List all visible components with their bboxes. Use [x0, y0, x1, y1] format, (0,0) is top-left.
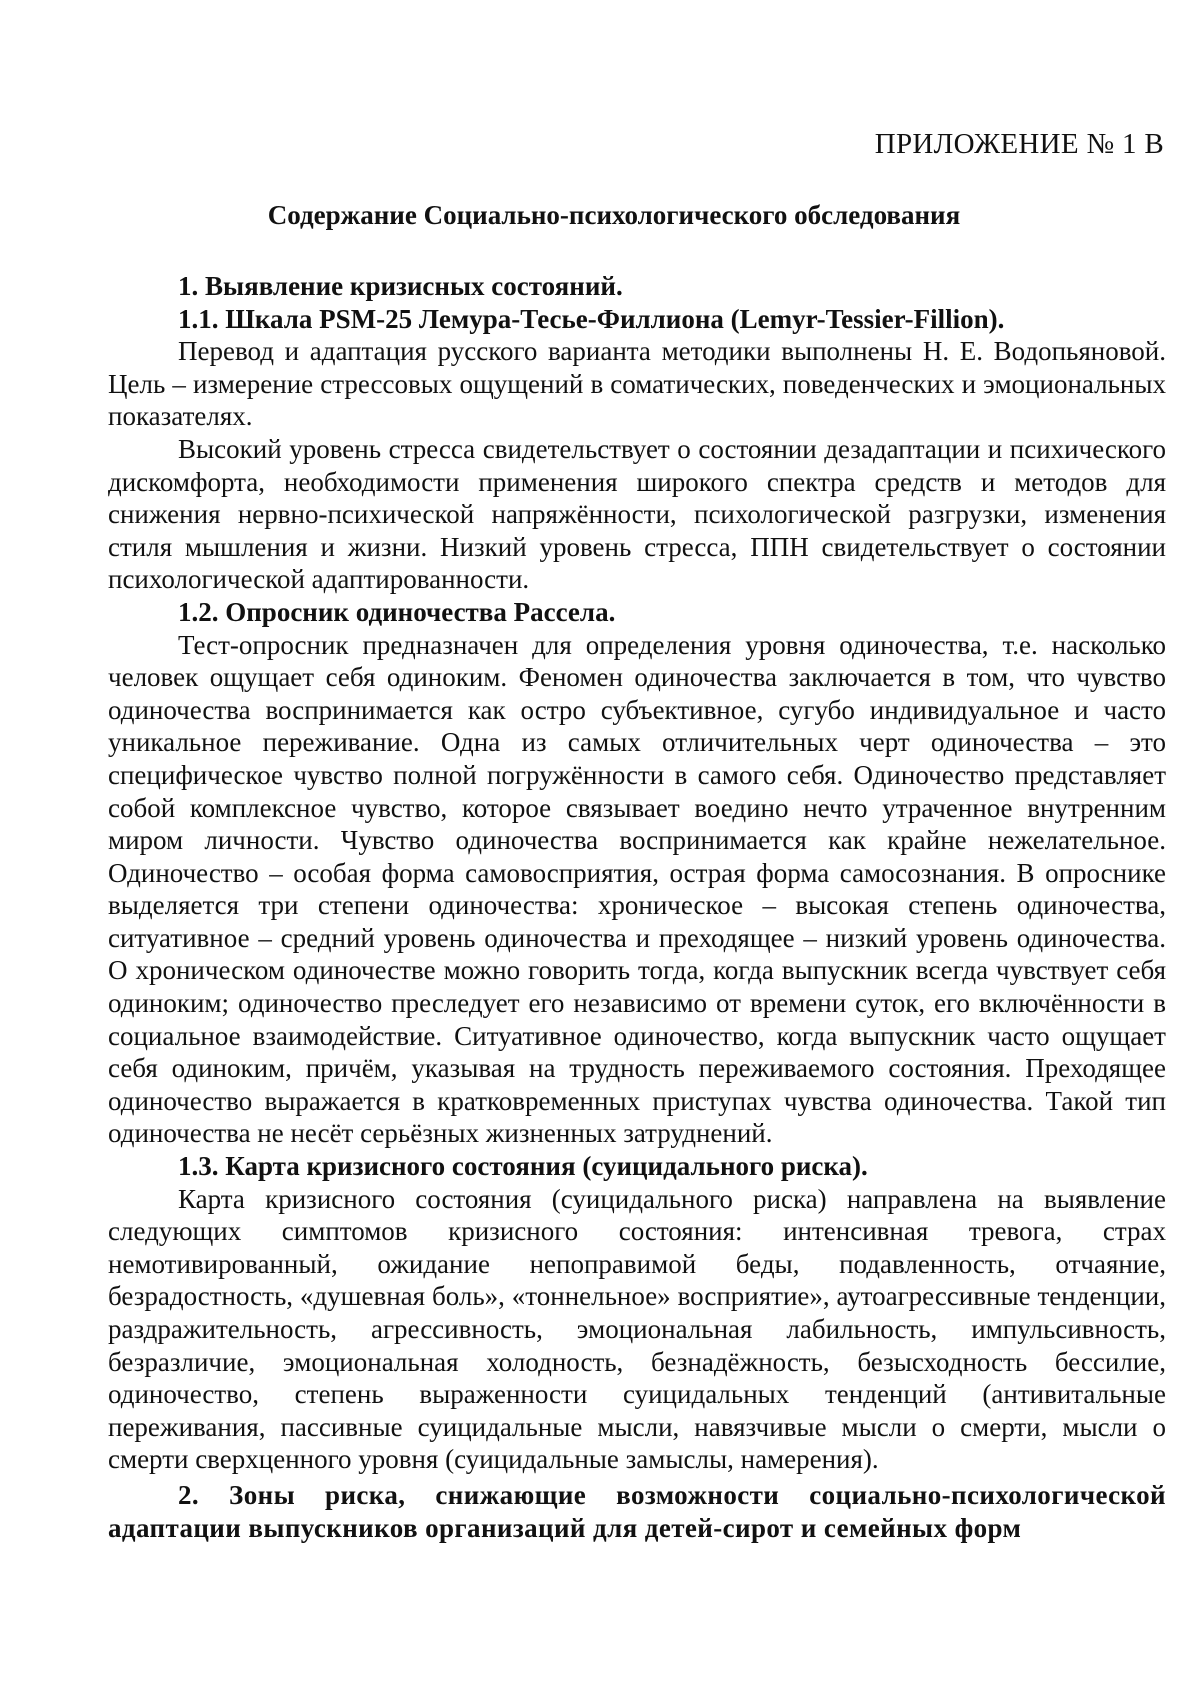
section-1-2-paragraph: Тест-опросник предназначен для определения уровня одиночества, т.е. насколько человек ощущает себя одиноким. Феномен одиночества заключается в том, что чувство одиночества воспринимается как остро субъективное, сугубо индивидуальное и часто уникальное переживание. Одна из самых отличительных черт одиночества – это специфическое чувство полной погружённости в самого себя. Одиночество представляет собой комплексное чувство, которое связывает воедино нечто утраченное внутренним миром личности. Чувство одиночества воспринимается как крайне нежелательное. Одиночество – особая форма самовосприятия, острая форма самосознания. В опроснике выделяется три степени одиночества: хроническое – высокая степень одиночества, ситуативное – средний уровень одиночества и преходящее – низкий уровень одиночества. О хроническом одиночестве можно говорить тогда, когда выпускник всегда чувствует себя одиноким; одиночество преследует его независимо от времени суток, его включённости в социальное взаимодействие. Ситуативное одиночество, когда выпускник часто ощущает себя одиноким, причём, указывая на трудность переживаемого состояния. Преходящее одиночество выражается в кратковременных приступах чувства одиночества. Такой тип одиночества не несёт серьёзных жизненных затруднений. — [108, 629, 1166, 1149]
section-1-2-heading: 1.2. Опросник одиночества Рассела. — [178, 596, 616, 627]
section-2-heading: 2. Зоны риска, снижающие возможности социально-психологической адаптации выпускников организаций для детей-сирот и семейных форм — [108, 1479, 1166, 1543]
section-1-3-heading: 1.3. Карта кризисного состояния (суицидального риска). — [178, 1151, 868, 1182]
document-body — [108, 270, 1166, 1545]
section-1-3-paragraph: Карта кризисного состояния (суицидального риска) направлена на выявление следующих симптомов кризисного состояния: интенсивная тревога, страх немотивированный, ожидание непоправимой беды, подавленность, отчаяние, безрадостность, «душевная боль», «тоннельное» восприятие», аутоагрессивные тенденции, раздражительность, агрессивность, эмоциональная лабильность, импульсивность, безразличие, эмоциональная холодность, безнадёжность, безысходность бессилие, одиночество, степень выраженности суицидальных тенденций (антивитальные переживания, пассивные суицидальные мысли, навязчивые мысли о смерти, мысли о смерти сверхценного уровня (суицидальные замыслы, намерения). — [108, 1183, 1166, 1475]
section-1-heading: 1. Выявление кризисных состояний. — [178, 271, 623, 301]
appendix-label: ПРИЛОЖЕНИЕ № 1 В — [874, 128, 1164, 160]
section-1-1-paragraph-2: Высокий уровень стресса свидетельствует о состоянии дезадаптации и психического дискомфорта, необходимости применения широкого спектра средств и методов для снижения нервно-психической напряжённости, психологической разгрузки, изменения стиля мышления и жизни. Низкий уровень стресса, ППН свидетельствует о состоянии психологической адаптированности. — [108, 433, 1166, 595]
document-title: Содержание Социально-психологического обследования — [267, 200, 961, 230]
section-1-1-paragraph-1: Перевод и адаптация русского варианта методики выполнены Н. Е. Водопьяновой. Цель – измерение стрессовых ощущений в соматических, поведенческих и эмоциональных показателях. — [108, 336, 1166, 432]
section-1-1-heading: 1.1. Шкала PSM-25 Лемура-Тесье-Филлиона (Lemyr-Tessier-Fillion). — [178, 303, 1005, 334]
